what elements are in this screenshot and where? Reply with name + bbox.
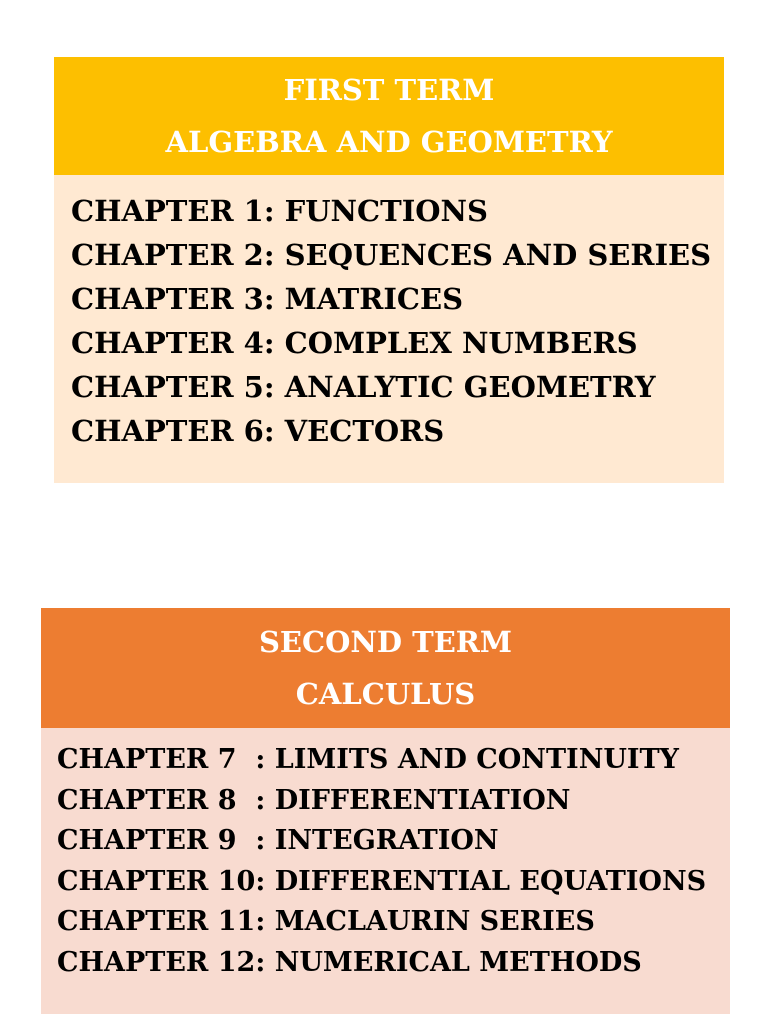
first-term-subtitle: ALGEBRA AND GEOMETRY [165, 125, 613, 159]
chapter-item: CHAPTER 11: MACLAURIN SERIES [57, 906, 595, 937]
chapter-item: CHAPTER 10: DIFFERENTIAL EQUATIONS [57, 865, 707, 897]
second-term-block [41, 608, 730, 1014]
second-term-chapter-list [41, 728, 730, 1014]
chapter-item: CHAPTER 9 : INTEGRATION [57, 825, 499, 856]
chapter-item: CHAPTER 4: COMPLEX NUMBERS [71, 326, 638, 360]
chapter-item: CHAPTER 5: ANALYTIC GEOMETRY [71, 370, 656, 404]
first-term-title: FIRST TERM [283, 73, 495, 107]
second-term-header [41, 608, 730, 728]
first-term-header [54, 57, 724, 175]
chapter-item: CHAPTER 3: MATRICES [71, 282, 464, 316]
chapter-item: CHAPTER 12: NUMERICAL METHODS [57, 946, 642, 978]
second-term-title: SECOND TERM [258, 625, 513, 659]
chapter-item: CHAPTER 1: FUNCTIONS [71, 194, 488, 228]
chapter-item: CHAPTER 7 : LIMITS AND CONTINUITY [57, 744, 679, 775]
first-term-block [54, 57, 724, 483]
chapter-item: CHAPTER 2: SEQUENCES AND SERIES [71, 238, 712, 272]
second-term-subtitle: CALCULUS [295, 677, 476, 711]
first-term-chapter-list [54, 175, 724, 483]
chapter-item: CHAPTER 6: VECTORS [71, 414, 445, 448]
chapter-item: CHAPTER 8 : DIFFERENTIATION [57, 784, 571, 816]
